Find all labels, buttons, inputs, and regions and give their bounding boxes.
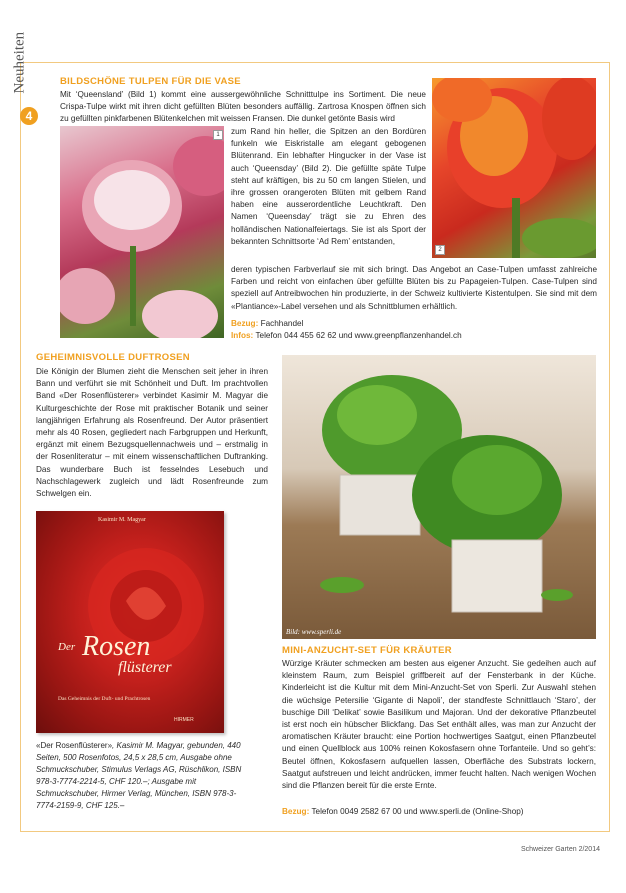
- article-text-tulpen-top: Mit ‘Queensland’ (Bild 1) kommt eine aussergewöhnliche Schnitttulpe ins Sortiment. Die neue Crispa-Tulpe wirkt mit ihren dicht gefüllten Blüten besonders auffällig. Zartrosa Knospen öffnen sich zu gefüllten pinkfarbenen Blütenkelchen mit weissen Fransen. Die dunkel getönte Basis wird: [60, 90, 426, 124]
- book-title-der: Der: [58, 641, 76, 653]
- photo-credit: Bild: www.sperli.de: [286, 628, 342, 636]
- infos-label: Infos:: [231, 331, 254, 340]
- book-title-fluesterer: flüsterer: [118, 659, 172, 676]
- article-tulpen-bezug: [231, 318, 597, 330]
- article-text-tulpen-mid: zum Rand hin heller, die Spitzen an den Bordüren funkeln wie Eiskristalle am elegant gebogenen Blütenrand. Ein lebhafter Hingucker in der Vase ist auch ‘Queensday’ (Bild 2). Die gefüllte späte Tulpe steht auf kräftigen, bis zu 50 cm langen Stielen, und ihre grossen orangeroten Blüten mit gelbem Rand haben eine ausserordentliche Leuchtkraft. Den Namen ‘Queensday’ trägt sie zu Ehren des holländischen Nationalfeiertags. Sie ist als Sport der bekannten Schnittsorte ‘Ad Rem’ entstanden,: [231, 127, 426, 246]
- article-heading-tulpen: BILDSCHÖNE TULPEN FÜR DIE VASE: [60, 76, 241, 87]
- image-number-2: 2: [435, 245, 445, 255]
- article-heading-duftrosen: GEHEIMNISVOLLE DUFTROSEN: [36, 352, 190, 363]
- herb-pots-illustration: [282, 355, 596, 639]
- bezug-label: Bezug:: [231, 319, 259, 328]
- book-publisher: HIRMER: [174, 717, 194, 723]
- article-text-duftrosen: Die Königin der Blumen zieht die Menschen seit jeher in ihren Bann und verführt sie mit Schönheit und Duft. Im prachtvollen Band «Der Rosenflüsterer» verbindet Kasimir M. Magyar die Kulturgeschichte der Rose mit praktischer Botanik und seiner langjährigen Erfahrung als Rosenfreund. Der Autor präsentiert mehr als 40 Rosen, gegliedert nach Farbgruppen und Herkunft, ergänzt mit einem Bezugsquellennachweis und – erstmalig in der Rosenliteratur – mit einem wissenschaftlichen Duftranking. Das wunderbare Buch ist fesselndes Lesebuch und Nachschlagewerk zugleich und lädt Rosenfreunde zum Schwelgen ein.: [36, 367, 268, 499]
- bezug-value: Fachhandel: [260, 319, 304, 328]
- article-heading-kraeuter: MINI-ANZUCHT-SET FÜR KRÄUTER: [282, 645, 452, 656]
- tulip-image-queensday: [432, 78, 596, 258]
- caption-text: , Kasimir M. Magyar, gebunden, 440 Seiten, 500 Rosenfotos, 24,5 x 28,5 cm, Ausgabe ohne Schmuckschuber, Stimulus Verlags AG, Rüschlikon, ISBN 978-3-7774-2214-5, CHF 120.–; Ausgabe mit Schmuckschuber, Hirmer Verlag, München, ISBN 978-3-7774-2159-9, CHF 125.–: [36, 741, 242, 810]
- page-footer: Schweizer Garten 2/2014: [521, 846, 600, 853]
- section-number-badge: 4: [20, 107, 38, 125]
- kraeuter-bezug-value: Telefon 0049 2582 67 00 und www.sperli.de (Online-Shop): [311, 807, 524, 816]
- book-caption: [36, 740, 251, 812]
- article-kraeuter-bezug: [282, 806, 596, 818]
- herb-image: [282, 355, 596, 639]
- tulip-image-queensland: [60, 126, 224, 338]
- book-author: Kasimir M. Magyar: [98, 517, 146, 523]
- image-number-1: 1: [213, 130, 223, 140]
- section-title: Neuheiten: [11, 31, 28, 94]
- tulip-orange-illustration: [432, 78, 596, 258]
- caption-title: «Der Rosenflüsterer»: [36, 741, 113, 750]
- book-subtitle: Das Geheimnis der Duft- und Prachtrosen: [58, 696, 151, 702]
- article-tulpen-infos: [231, 330, 597, 342]
- book-title-rosen: Rosen: [82, 631, 151, 662]
- tulip-pink-illustration: [60, 126, 224, 338]
- book-cover-rosenfluesterer: [36, 511, 224, 733]
- infos-value: Telefon 044 455 62 62 und www.greenpflanzenhandel.ch: [255, 331, 462, 340]
- article-text-tulpen-bottom: deren typischen Farbverlauf sie mit sich bringt. Das Angebot an Case-Tulpen umfasst zahlreiche Farben und reicht von einfachen über gefüllte Blüten bis zu Papageien-Tulpen. Case-Tulpen sind speziell auf Antreibwochen hin produzierte, in der Schweiz kultivierte Kistentulpen. Sie sind mit dem «Plantiance»-Label versehen und als Schnittblumen erhältlich.: [231, 265, 597, 311]
- article-text-kraeuter: Würzige Kräuter schmecken am besten aus eigener Anzucht. Sie gedeihen auch auf kleinstem Raum, zum Beispiel griffbereit auf der Fensterbank in der Küche. Kinderleicht ist die Kultur mit dem Mini-Anzucht-Set von Sperli. Zur Auswahl stehen die wüchsige Petersilie ‘Gigante di Napoli’, der standfeste Schnittlauch ‘Staro’, der buschige Dill ‘Delikat’ sowie Basilikum und Majoran. Und der dekorative Pflanzbeutel ist erst noch ein hübscher Blickfang. Das Set enthält alles, was man zur Anzucht der aromatischen Kräuter braucht: eine Portion hochwertiges Saatgut, einen Pflanzbeutel und einen Quellblock aus 100% reinen Kokosfasern ohne Torfanteile. Und so geht’s: Beutel öffnen, Kokosfasern aufquellen lassen, Oberfläche des Substrats lockern, Saatgut aufstreuen und leicht andrücken, immer feucht halten. Nach wenigen Wochen sind die Pflanzen bereit für die erste Ernte.: [282, 659, 596, 791]
- kraeuter-bezug-label: Bezug:: [282, 807, 310, 816]
